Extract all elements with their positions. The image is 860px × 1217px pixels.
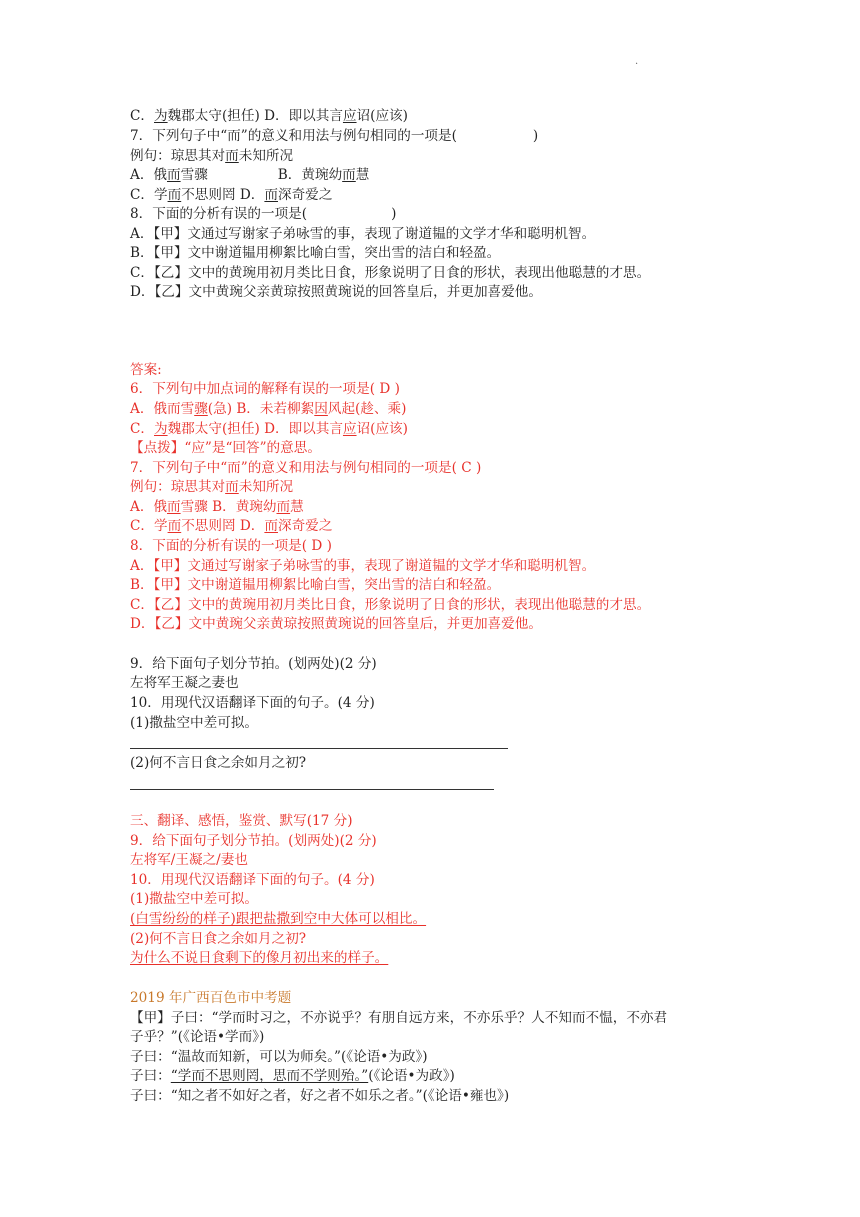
question-10: 10．用现代汉语翻译下面的句子。(4 分) bbox=[130, 695, 375, 711]
answer-q7-example: 例句：琼思其对而未知所况 bbox=[130, 479, 294, 495]
exam-passage-line-4: 子曰：“学而不思则罔，思而不学则殆。”(《论语•为政》) bbox=[130, 1068, 455, 1084]
answer-q8-option-c: C．【乙】文中的黄琬用初月类比日食，形象说明了日食的形状，表现出他聪慧的才思。 bbox=[130, 597, 651, 613]
question-8-option-c: C．【乙】文中的黄琬用初月类比日食，形象说明了日食的形状，表现出他聪慧的才思。 bbox=[130, 265, 651, 281]
answer-title: 答案: bbox=[130, 362, 162, 378]
answer-q8-option-b: B．【甲】文中谢道韫用柳絮比喻白雪，突出雪的洁白和轻盈。 bbox=[130, 577, 501, 593]
option-c-d-line: C．为魏郡太守(担任) D．即以其言应诏(应该) bbox=[130, 108, 408, 124]
answer-line-1 bbox=[130, 748, 508, 749]
question-8-option-b: B．【甲】文中谢道韫用柳絮比喻白雪，突出雪的洁白和轻盈。 bbox=[130, 245, 501, 261]
exam-passage-line-5: 子曰：“知之者不如好之者，好之者不如乐之者。”(《论语•雍也》) bbox=[130, 1088, 510, 1104]
question-9: 9．给下面句子划分节拍。(划两处)(2 分) bbox=[130, 656, 377, 672]
exam-title: 2019 年广西百色市中考题 bbox=[130, 990, 292, 1006]
answer-q6: 6．下列句中加点词的解释有误的一项是( D ) bbox=[130, 381, 400, 397]
exam-passage-line-2: 子乎？”(《论语•学而》) bbox=[130, 1029, 265, 1045]
question-7-options-cd: C．学而不思则罔 D．而深奇爱之 bbox=[130, 187, 333, 203]
section-3-q10-answer-2: 为什么不说日食剩下的像月初出来的样子。 bbox=[130, 950, 389, 966]
question-9-sentence: 左将军王凝之妻也 bbox=[130, 675, 239, 691]
section-3-q9-answer: 左将军/王凝之/妻也 bbox=[130, 852, 248, 868]
section-3-q10-part-2: (2)何不言日食之余如月之初? bbox=[130, 931, 307, 947]
question-10-part-2: (2)何不言日食之余如月之初? bbox=[130, 755, 307, 771]
answer-q7-options-ab: A．俄而雪骤 B．黄琬幼而慧 bbox=[130, 499, 304, 515]
answer-q8-option-a: A．【甲】文通过写谢家子弟咏雪的事，表现了谢道韫的文学才华和聪明机智。 bbox=[130, 558, 596, 574]
section-3-q9: 9．给下面句子划分节拍。(划两处)(2 分) bbox=[130, 833, 377, 849]
exam-passage-line-3: 子曰：“温故而知新，可以为师矣。”(《论语•为政》) bbox=[130, 1049, 428, 1065]
question-7: 7．下列句子中“而”的意义和用法与例句相同的一项是( ) bbox=[130, 128, 539, 144]
question-8-option-a: A．【甲】文通过写谢家子弟咏雪的事，表现了谢道韫的文学才华和聪明机智。 bbox=[130, 226, 596, 242]
section-3-title: 三、翻译、感悟，鉴赏、默写(17 分) bbox=[130, 813, 353, 829]
answer-q8: 8．下面的分析有误的一项是( D ) bbox=[130, 538, 332, 554]
answer-q7: 7．下列句子中“而”的意义和用法与例句相同的一项是( C ) bbox=[130, 460, 482, 476]
section-3-q10-part-1: (1)撒盐空中差可拟。 bbox=[130, 891, 259, 907]
answer-line-2 bbox=[130, 789, 494, 790]
answer-q6-options-ab: A．俄而雪骤(急) B．未若柳絮因风起(趁、乘) bbox=[130, 401, 407, 417]
exam-passage-line-1: 【甲】子曰：“学而时习之，不亦说乎？有朋自远方来，不亦乐乎？人不知而不愠，不亦君 bbox=[130, 1010, 668, 1026]
question-8: 8．下面的分析有误的一项是( ) bbox=[130, 206, 397, 222]
question-7-example: 例句：琼思其对而未知所况 bbox=[130, 148, 294, 164]
question-8-option-d: D．【乙】文中黄琬父亲黄琼按照黄琬说的回答皇后，并更加喜爱他。 bbox=[130, 284, 542, 300]
question-7-options-ab: A．俄而雪骤 B．黄琬幼而慧 bbox=[130, 167, 370, 183]
answer-q6-options-cd: C．为魏郡太守(担任) D．即以其言应诏(应该) bbox=[130, 421, 408, 437]
section-3-q10-answer-1: (白雪纷纷的样子)跟把盐撒到空中大体可以相比。 bbox=[130, 911, 427, 927]
section-3-q10: 10．用现代汉语翻译下面的句子。(4 分) bbox=[130, 872, 375, 888]
answer-tip: 【点拨】“应”是“回答”的意思。 bbox=[130, 440, 321, 456]
page-mark: . bbox=[635, 56, 639, 67]
answer-q7-options-cd: C．学而不思则罔 D．而深奇爱之 bbox=[130, 518, 333, 534]
question-10-part-1: (1)撒盐空中差可拟。 bbox=[130, 715, 259, 731]
answer-q8-option-d: D．【乙】文中黄琬父亲黄琼按照黄琬说的回答皇后，并更加喜爱他。 bbox=[130, 616, 542, 632]
